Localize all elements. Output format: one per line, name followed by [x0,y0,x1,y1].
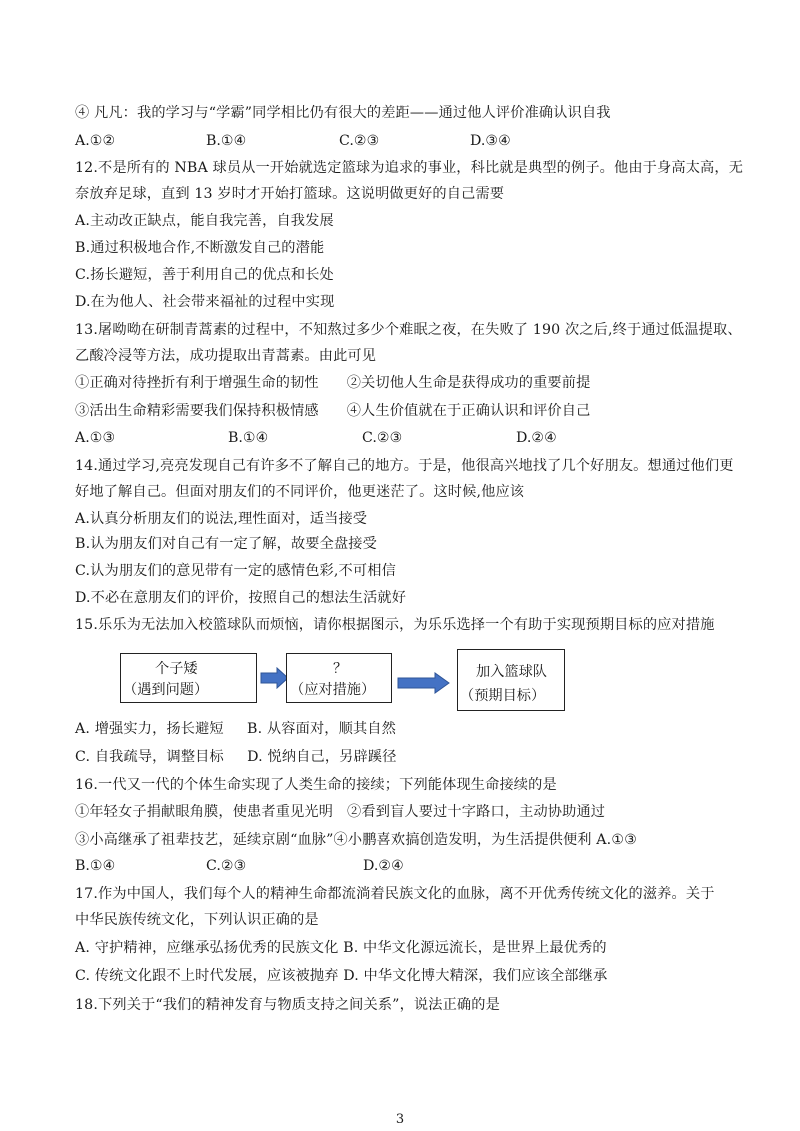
q14-option-d: D.不必在意朋友们的评价，按照自己的想法生活就好 [75,590,407,606]
flow-box-goal-sub: （预期目标） [460,688,546,704]
q13-option-b: B.①④ [228,430,269,446]
q11-option-b: B.①④ [206,133,247,149]
page-number: 3 [395,1112,405,1127]
q17-stem-line1: 17.作为中国人，我们每个人的精神生命都流淌着民族文化的血脉，离不开优秀传统文化的滋养。关于 [75,886,715,902]
flow-arrow-1-shape [261,668,288,688]
q11-option-a: A.①② [75,133,116,149]
q12-option-c: C.扬长避短，善于利用自己的优点和长处 [75,267,334,283]
q17-stem-line2: 中华民族传统文化，下列认识正确的是 [75,912,319,928]
q16-option-b: B.①④ [75,858,116,874]
q13-option-d: D.②④ [516,430,557,446]
q11-option-d: D.③④ [470,133,511,149]
q16-items-line1: ①年轻女子捐献眼角膜，使患者重见光明 ②看到盲人要过十字路口，主动协助通过 [75,804,606,820]
q16-items-line2: ③小高继承了祖辈技艺，延续京剧“血脉”④小鹏喜欢搞创造发明，为生活提供便利 A.①③ [75,832,638,848]
flow-box-measure-sub: （应对措施） [290,682,376,698]
flow-box-problem [120,653,257,703]
flow-box-measure [286,653,392,703]
q15-stem: 15.乐乐为无法加入校篮球队而烦恼，请你根据图示，为乐乐选择一个有助于实现预期目标的应对措施 [75,617,715,633]
q16-option-d: D.②④ [363,858,404,874]
q13-stem-line2: 乙酸冷浸等方法，成功提取出青蒿素。由此可见 [75,348,377,364]
q15-options-ab: A. 增强实力，扬长避短 B. 从容面对，顺其自然 [75,721,396,737]
q13-items-line1: ①正确对待挫折有利于增强生命的韧性 ②关切他人生命是获得成功的重要前提 [75,375,591,391]
q16-option-c: C.②③ [206,858,247,874]
flow-box-measure-main: ？ [333,661,348,677]
flow-box-problem-sub: （遇到问题） [123,682,209,698]
q15-options-cd: C. 自我疏导，调整目标 D. 悦纳自己，另辟蹊径 [75,749,397,765]
q17-options-cd: C. 传统文化跟不上时代发展，应该被抛弃 D. 中华文化博大精深，我们应该全部继承 [75,968,608,984]
q17-options-ab: A. 守护精神，应继承弘扬优秀的民族文化 B. 中华文化源远流长，是世界上最优秀的 [75,940,607,956]
flow-box-goal [457,649,565,711]
q12-option-a: A.主动改正缺点，能自我完善，自我发展 [75,213,334,229]
q16-stem: 16.一代又一代的个体生命实现了人类生命的接续；下列能体现生命接续的是 [75,777,557,793]
q12-option-b: B.通过积极地合作,不断激发自己的潜能 [75,240,325,256]
q12-option-d: D.在为他人、社会带来福祉的过程中实现 [75,294,335,310]
q13-items-line2: ③活出生命精彩需要我们保持积极情感 ④人生价值就在于正确认识和评价自己 [75,403,591,419]
q13-stem-line1: 13.屠呦呦在研制青蒿素的过程中，不知熬过多少个难眠之夜，在失败了 190 次之后,终于通过低温提取、 [75,322,742,338]
q14-option-a: A.认真分析朋友们的说法,理性面对，适当接受 [75,511,368,527]
q11-option-c: C.②③ [339,133,380,149]
q18-stem: 18.下列关于“我们的精神发育与物质支持之间关系”，说法正确的是 [75,997,500,1013]
q13-option-a: A.①③ [75,430,116,446]
q14-option-c: C.认为朋友们的意见带有一定的感情色彩,不可相信 [75,563,396,579]
flow-box-problem-main: 个子矮 [155,661,198,677]
flow-arrow-2-shape [398,673,449,693]
flow-arrow-2 [397,672,451,694]
q14-option-b: B.认为朋友们对自己有一定了解，故要全盘接受 [75,536,377,552]
q12-stem-line2: 奈放弃足球，直到 13 岁时才开始打篮球。这说明做更好的自己需要 [75,186,505,202]
q14-stem-line1: 14.通过学习,亮亮发现自己有许多不了解自己的地方。于是，他很高兴地找了几个好朋友。想通过他们更 [75,458,734,474]
q12-stem-line1: 12.不是所有的 NBA 球员从一开始就选定篮球为追求的事业，科比就是典型的例子。他由于身高太高，无 [75,160,744,176]
q14-stem-line2: 好地了解自己。但面对朋友们的不同评价，他更迷茫了。这时候,他应该 [75,484,525,500]
flow-box-goal-main: 加入篮球队 [476,664,547,680]
q11-item-4: ④ 凡凡：我的学习与“学霸”同学相比仍有很大的差距——通过他人评价准确认识自我 [75,105,611,121]
q13-option-c: C.②③ [362,430,403,446]
